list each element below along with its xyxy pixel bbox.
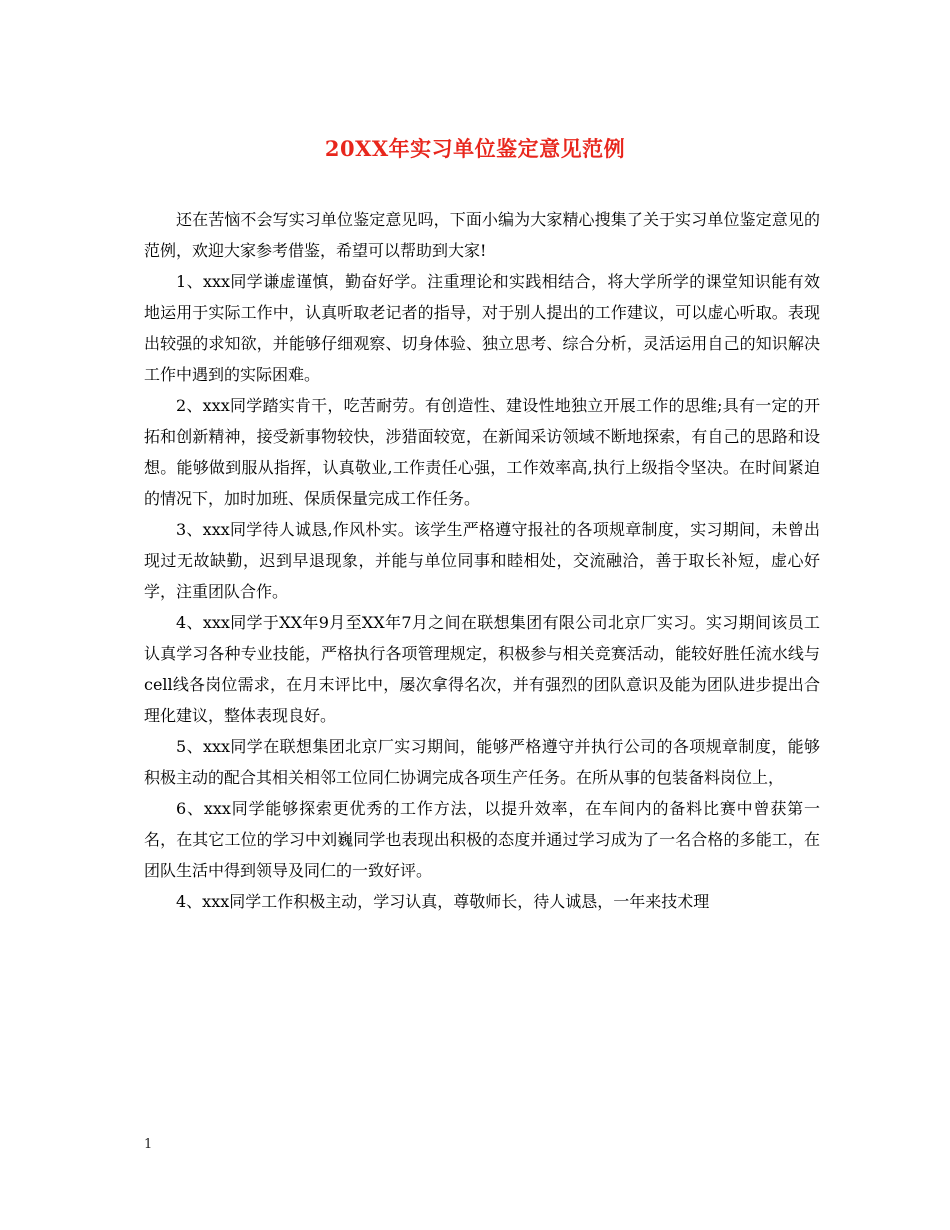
paragraph-3: 3、xxx同学待人诚恳,作风朴实。该学生严格遵守报社的各项规章制度，实习期间，未曾出现过无故缺勤，迟到早退现象，并能与单位同事和睦相处，交流融洽，善于取长补短，虚心好学，注重团队合作。 bbox=[144, 520, 820, 601]
paragraph-2: 2、xxx同学踏实肯干，吃苦耐劳。有创造性、建设性地独立开展工作的思维;具有一定的开拓和创新精神，接受新事物较快，涉猎面较宽，在新闻采访领域不断地探索，有自己的思路和设想。能够做到服从指挥，认真敬业,工作责任心强，工作效率高,执行上级指令坚决。在时间紧迫的情况下，加时加班、保质保量完成工作任务。 bbox=[144, 396, 820, 508]
document-body bbox=[144, 204, 820, 917]
paragraph-5: 5、xxx同学在联想集团北京厂实习期间，能够严格遵守并执行公司的各项规章制度，能够积极主动的配合其相关相邻工位同仁协调完成各项生产任务。在所从事的包装备料岗位上， bbox=[144, 737, 820, 787]
paragraph-4: 4、xxx同学于XX年9月至XX年7月之间在联想集团有限公司北京厂实习。实习期间该员工认真学习各种专业技能，严格执行各项管理规定，积极参与相关竞赛活动，能较好胜任流水线与cell线各岗位需求，在月末评比中，屡次拿得名次，并有强烈的团队意识及能为团队进步提出合理化建议，整体表现良好。 bbox=[144, 613, 820, 725]
document-title: 20XX年实习单位鉴定意见范例 bbox=[324, 136, 626, 161]
paragraph-6: 6、xxx同学能够探索更优秀的工作方法，以提升效率，在车间内的备料比赛中曾获第一名，在其它工位的学习中刘巍同学也表现出积极的态度并通过学习成为了一名合格的多能工，在团队生活中得到领导及同仁的一致好评。 bbox=[144, 799, 820, 880]
intro-paragraph: 还在苦恼不会写实习单位鉴定意见吗，下面小编为大家精心搜集了关于实习单位鉴定意见的范例，欢迎大家参考借鉴，希望可以帮助到大家! bbox=[144, 210, 820, 260]
paragraph-1: 1、xxx同学谦虚谨慎，勤奋好学。注重理论和实践相结合，将大学所学的课堂知识能有效地运用于实际工作中，认真听取老记者的指导，对于别人提出的工作建议，可以虚心听取。表现出较强的求知欲，并能够仔细观察、切身体验、独立思考、综合分析，灵活运用自己的知识解决工作中遇到的实际困难。 bbox=[144, 272, 820, 384]
page-number: 1 bbox=[144, 1137, 153, 1152]
paragraph-7: 4、xxx同学工作积极主动，学习认真，尊敬师长，待人诚恳，一年来技术理 bbox=[176, 892, 710, 911]
